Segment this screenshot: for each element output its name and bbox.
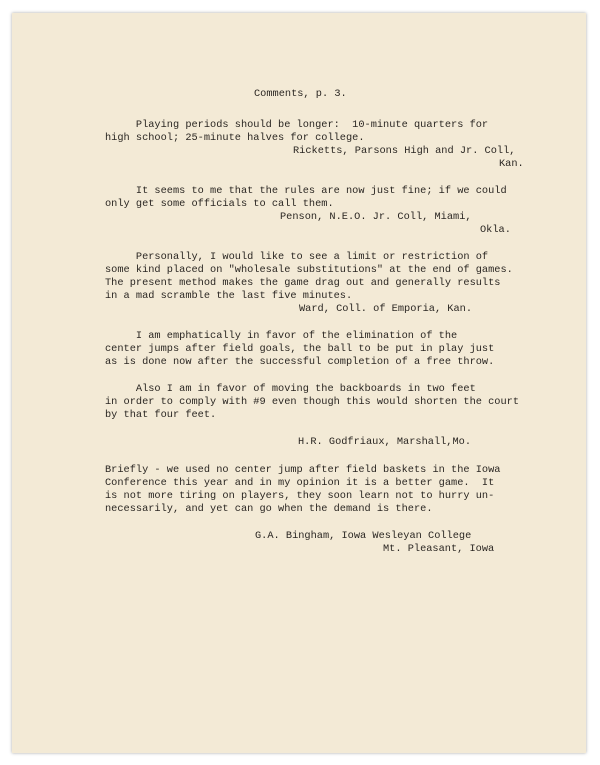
- comment-6-signature-line-1: G.A. Bingham, Iowa Wesleyan College: [255, 530, 472, 542]
- page-header: Comments, p. 3.: [254, 88, 347, 100]
- comment-5-line-3: by that four feet.: [105, 409, 217, 421]
- comment-3-signature-line-1: Ward, Coll. of Emporia, Kan.: [299, 303, 473, 315]
- comment-4-line-2: center jumps after field goals, the ball to be put in play just: [105, 343, 495, 355]
- comment-2-line-2: only get some officials to call them.: [105, 198, 334, 210]
- comment-4-line-3: as is done now after the successful completion of a free throw.: [105, 356, 495, 368]
- comment-6-line-1: Briefly - we used no center jump after field baskets in the Iowa: [105, 464, 501, 476]
- comment-3-line-2: some kind placed on "wholesale substitutions" at the end of games.: [105, 264, 513, 276]
- comment-1-line-1: Playing periods should be longer: 10-minute quarters for: [105, 119, 489, 131]
- comment-6-signature-line-2: Mt. Pleasant, Iowa: [383, 543, 495, 555]
- typed-page: [12, 13, 586, 753]
- comment-3-line-3: The present method makes the game drag out and generally results: [105, 277, 501, 289]
- comment-2-signature-line-2: Okla.: [480, 224, 511, 236]
- comment-4-line-1: I am emphatically in favor of the elimination of the: [105, 330, 458, 342]
- comment-5-signature-line-1: H.R. Godfriaux, Marshall,Mo.: [298, 436, 472, 448]
- comment-3-line-4: in a mad scramble the last five minutes.: [105, 290, 353, 302]
- comment-1-line-2: high school; 25-minute halves for college.: [105, 132, 365, 144]
- comment-6-line-3: is not more tiring on players, they soon learn not to hurry un-: [105, 490, 495, 502]
- comment-3-line-1: Personally, I would like to see a limit or restriction of: [105, 251, 489, 263]
- comment-2-line-1: It seems to me that the rules are now just fine; if we could: [105, 185, 507, 197]
- comment-5-line-1: Also I am in favor of moving the backboards in two feet: [105, 383, 476, 395]
- comment-6-line-4: necessarily, and yet can go when the demand is there.: [105, 503, 433, 515]
- comment-2-signature-line-1: Penson, N.E.O. Jr. Coll, Miami,: [280, 211, 472, 223]
- comment-6-line-2: Conference this year and in my opinion it is a better game. It: [105, 477, 495, 489]
- comment-1-signature-line-2: Kan.: [499, 158, 524, 170]
- comment-5-line-2: in order to comply with #9 even though this would shorten the court: [105, 396, 520, 408]
- comment-1-signature-line-1: Ricketts, Parsons High and Jr. Coll,: [293, 145, 516, 157]
